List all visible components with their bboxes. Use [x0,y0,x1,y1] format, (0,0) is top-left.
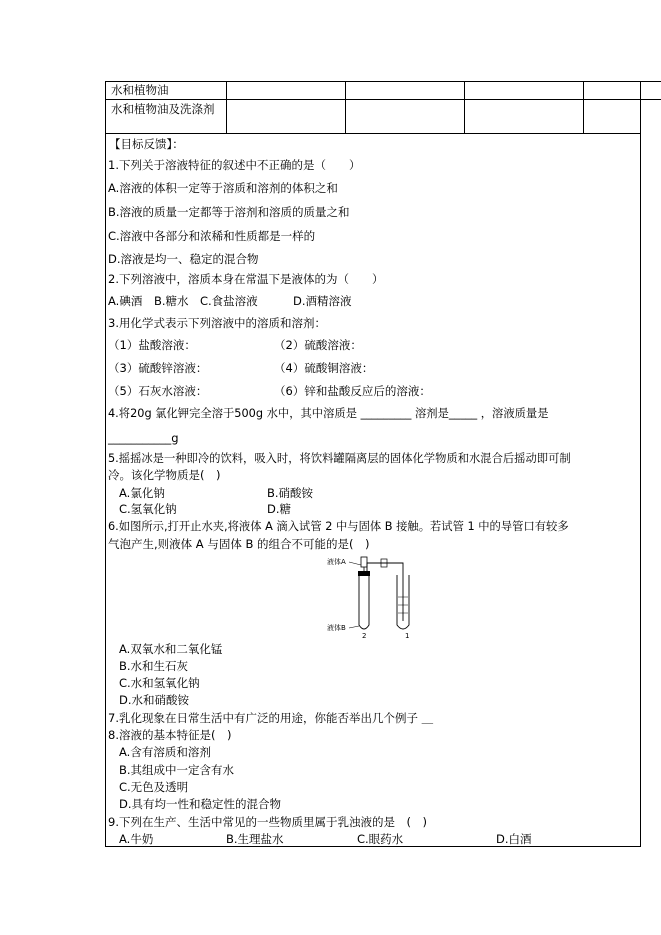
question-8-option-b: B.其组成中一定含有水 [119,763,235,777]
question-8-option-c: C.无色及透明 [119,780,189,794]
section-title: 【目标反馈】： [109,137,184,151]
question-6-option-d: D.水和硝酸铵 [119,693,190,707]
question-9-stem: 9.下列在生产、生活中常见的一些物质里属于乳浊液的是 ( ) [108,815,427,829]
label-leader [349,626,359,628]
question-2-option-c: C.食盐溶液 [200,294,258,308]
question-2-option-b: B.糖水 [154,294,189,308]
question-3-item: （2）硫酸溶液： [274,338,362,352]
question-5-line-2: 冷。该化学物质是( ) [108,468,221,482]
question-1-option-d: D.溶液是均一、稳定的混合物 [108,252,259,266]
question-3-item: （6）锌和盐酸反应后的溶液： [274,384,431,398]
table-edge-line [641,81,661,82]
connecting-tube [367,563,403,621]
question-8-stem: 8.溶液的基本特征是( ) [108,728,232,742]
question-5-line-1: 5.摇摇冰是一种即冷的饮料，吸入时，将饮料罐隔离层的固体化学物质和水混合后摇动即可制 [108,452,571,465]
question-2-stem: 2.下列溶液中，溶质本身在常温下是液体的为（ ） [108,272,384,286]
question-4-line-2: ___________g [108,431,179,445]
question-3-item: （5）石灰水溶液： [108,384,208,398]
table-cell-label: 水和植物油 [111,83,169,97]
question-3-stem: 3.用化学式表示下列溶液中的溶质和溶剂： [108,316,326,330]
question-5-option-a: A.氯化钠 [119,486,165,500]
question-5-option-b: B.硝酸铵 [267,486,314,500]
question-8-option-a: A.含有溶质和溶剂 [119,745,211,759]
question-1-stem: 1.下列关于溶液特征的叙述中不正确的是（ ） [108,158,361,172]
question-6-option-b: B.水和生石灰 [119,659,189,673]
question-6-line-2: 气泡产生,则液体 A 与固体 B 的组合不可能的是( ) [108,537,370,551]
figure-tube-1-label: 1 [405,632,410,639]
table-bottom-line [105,133,641,134]
table-col-divider [583,81,584,133]
figure-tube-2-label: 2 [362,632,367,639]
question-3-item: （1）盐酸溶液： [108,338,196,352]
figure-label-b: 液体B [327,624,346,632]
question-6-option-a: A.双氧水和二氧化锰 [119,642,223,656]
label-leader [349,562,361,565]
question-6-line-1: 6.如图所示,打开止水夹,将液体 A 滴入试管 2 中与固体 B 接触。若试管 1 中的导管口有较多 [108,520,569,533]
question-3-item: （4）硫酸铜溶液： [274,361,374,375]
question-1-option-c: C.溶液中各部分和浓稀和性质都是一样的 [108,229,316,243]
table-edge-line [641,99,661,100]
question-7-stem: 7.乳化现象在日常生活中有广泛的用途，你能否举出几个例子 ＿ [108,711,434,725]
question-6-option-c: C.水和氢氧化钠 [119,676,200,690]
table-col-divider [345,81,346,133]
table-col-divider [226,81,227,133]
table-col-divider [464,81,465,133]
dropper-icon [361,557,367,567]
apparatus-figure [325,553,425,639]
question-4-line-1: 4.将20g 氯化钾完全溶于500g 水中，其中溶质是 _________ 溶剂是_____ ，溶液质量是 [108,407,549,420]
question-9-option-d: D.白酒 [496,832,532,846]
figure-label-a: 液体A [327,558,346,566]
question-9-option-c: C.眼药水 [357,832,404,846]
test-tube-2 [359,576,369,629]
question-2-option-d: D.酒精溶液 [293,294,352,308]
question-9-option-a: A.牛奶 [119,832,154,846]
question-5-option-d: D.糖 [267,502,292,516]
stopper-icon [358,571,370,576]
question-1-option-a: A.溶液的体积一定等于溶质和溶剂的体积之和 [108,181,338,195]
question-9-option-b: B.生理盐水 [226,832,284,846]
table-cell-label: 水和植物油及洗涤剂 [111,102,215,116]
question-2-option-a: A.碘酒 [108,294,143,308]
question-1-option-b: B.溶液的质量一定都等于溶剂和溶质的质量之和 [108,205,350,219]
question-3-item: （3）硫酸锌溶液： [108,361,208,375]
table-row-divider [105,99,641,100]
question-8-option-d: D.具有均一性和稳定性的混合物 [119,797,282,811]
question-5-option-c: C.氢氧化钠 [119,502,177,516]
